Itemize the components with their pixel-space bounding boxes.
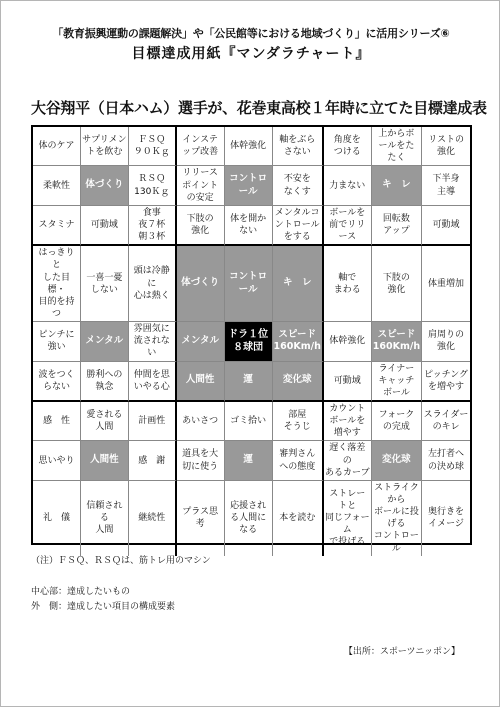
grid-cell: 下半身 主導 <box>422 166 470 205</box>
grid-cell: 食事 夜７杯 朝３杯 <box>129 206 177 246</box>
grid-cell: スピード 160Km/h <box>372 322 422 361</box>
grid-cell: 可動域 <box>324 362 372 402</box>
legend-outer: 外 側：達成したい項目の構成要素 <box>31 602 176 612</box>
grid-cell: 勝利への 執念 <box>81 362 129 402</box>
grid-cell: 計画性 <box>129 402 177 441</box>
grid-cell: ピンチに 強い <box>33 322 81 361</box>
grid-cell: インステ ップ改善 <box>177 127 225 166</box>
grid-cell: 審判さん への態度 <box>273 441 324 480</box>
grid-cell: あいさつ <box>177 402 225 441</box>
grid-cell: 体を開か ない <box>225 206 273 246</box>
grid-cell: 体づくり <box>81 166 129 205</box>
source-credit: 【出所：スポーツニッポン】 <box>343 647 460 657</box>
legend-center: 中心部：達成したいもの <box>31 587 131 597</box>
grid-cell: 角度を つける <box>324 127 372 166</box>
grid-cell: 雰囲気に 流されない <box>129 322 177 361</box>
grid-cell: 体重増加 <box>422 246 470 322</box>
grid-cell: 変化球 <box>273 362 324 402</box>
grid-cell: 左打者へ の決め球 <box>422 441 470 480</box>
page-title: 大谷翔平（日本ハム）選手が、花巻東高校１年時に立てた目標達成表 <box>31 99 487 117</box>
grid-cell: 力まない <box>324 166 372 205</box>
grid-cell: キ レ <box>273 246 324 322</box>
grid-cell: サプリメン トを飲む <box>81 127 129 166</box>
grid-cell: 上からボ ールをた たく <box>372 127 422 166</box>
grid-cell: 継続性 <box>129 481 177 556</box>
grid-cell: 道具を大 切に使う <box>177 441 225 480</box>
grid-cell: 可動域 <box>422 206 470 246</box>
grid-cell: 奥行きを イメージ <box>428 507 465 530</box>
grid-cell: 下肢の 強化 <box>372 246 422 322</box>
grid-cell: 信頼される 人間 <box>81 481 129 556</box>
grid-cell: 愛される 人間 <box>81 402 129 441</box>
grid-cell: 人間性 <box>81 441 129 480</box>
grid-cell: 本を読む <box>273 481 324 556</box>
grid-cell: ストライクから ボールに投げる コントロール <box>372 481 422 556</box>
grid-cell: スライダー のキレ <box>422 402 470 441</box>
grid-cell: リリース ポイント の安定 <box>177 166 225 205</box>
grid-cell: ドラ１位 ８球団 <box>225 322 273 361</box>
grid-cell: 人間性 <box>177 362 225 402</box>
grid-cell: キ レ <box>372 166 422 205</box>
grid-cell: リストの 強化 <box>422 127 470 166</box>
grid-cell: メンタルコ ントロール をする <box>273 206 324 246</box>
grid-cell: ピッチング を増やす <box>422 362 470 402</box>
grid-cell: 波をつく らない <box>33 362 81 402</box>
grid-cell: 不安を なくす <box>273 166 324 205</box>
mandala-chart-grid <box>31 125 472 554</box>
grid-cell: メンタル <box>177 322 225 361</box>
grid-cell: 回転数 アップ <box>372 206 422 246</box>
grid-cell: 下肢の 強化 <box>177 206 225 246</box>
grid-cell: 部屋 そうじ <box>273 402 324 441</box>
grid-cell: コントロ ール <box>225 166 273 205</box>
grid-cell: 仲間を思 いやる心 <box>129 362 177 402</box>
grid-cell: 可動域 <box>81 206 129 246</box>
grid-cell: ライナー キャッチ ボール <box>372 362 422 402</box>
grid-cell: 運 <box>225 441 273 480</box>
grid-cell: 軸をぶら さない <box>273 127 324 166</box>
grid-cell: 肩周りの 強化 <box>422 322 470 361</box>
grid-cell: スタミナ <box>33 206 81 246</box>
grid-cell: ゴミ拾い <box>225 402 273 441</box>
grid-cell: ストレートと 同じフォーム で投げる <box>324 481 372 556</box>
series-heading: 「教育振興運動の課題解決」や「公民館等における地域づくり」に活用シリーズ⑥ <box>52 27 450 40</box>
grid-cell: 遅く落差の あるカーブ <box>324 441 372 480</box>
grid-cell: 体のケア <box>33 127 81 166</box>
grid-cell: ＲＳＱ 130Ｋｇ <box>129 166 177 205</box>
grid-cell: 応援され る人間に なる <box>225 481 273 556</box>
grid-cell: コントロ ール <box>225 246 273 322</box>
footnote: （注）ＦＳＱ、ＲＳＱは、筋トレ用のマシン <box>31 556 211 566</box>
grid-cell: 感 謝 <box>129 441 177 480</box>
grid-cell: 体幹強化 <box>225 127 273 166</box>
grid-cell: 礼 儀 <box>33 481 81 556</box>
grid-cell: ＦＳＱ ９０Ｋｇ <box>129 127 177 166</box>
grid-cell: スピード 160Km/h <box>273 322 324 361</box>
grid-cell: 感 性 <box>33 402 81 441</box>
grid-cell: 一喜一憂 しない <box>81 246 129 322</box>
grid-cell: 体幹強化 <box>324 322 372 361</box>
grid-cell: 体づくり <box>177 246 225 322</box>
grid-cell: 運 <box>225 362 273 402</box>
grid-cell: ボールを 前でリリ ース <box>324 206 372 246</box>
grid-cell: はっきりと した目標・ 目的を持つ <box>33 246 81 322</box>
grid-cell: 頭は冷静に 心は熱く <box>129 246 177 322</box>
grid-cell: 柔軟性 <box>33 166 81 205</box>
grid-cell: プラス思 考 <box>177 481 225 556</box>
subtitle: 目標達成用紙『マンダラチャート』 <box>131 46 371 62</box>
grid-cell: 軸で まわる <box>324 246 372 322</box>
grid-cell: メンタル <box>81 322 129 361</box>
grid-cell: 思いやり <box>33 441 81 480</box>
grid-cell: フォーク の完成 <box>372 402 422 441</box>
grid-cell: カウント ボールを 増やす <box>324 402 372 441</box>
grid-cell: 変化球 <box>372 441 422 480</box>
